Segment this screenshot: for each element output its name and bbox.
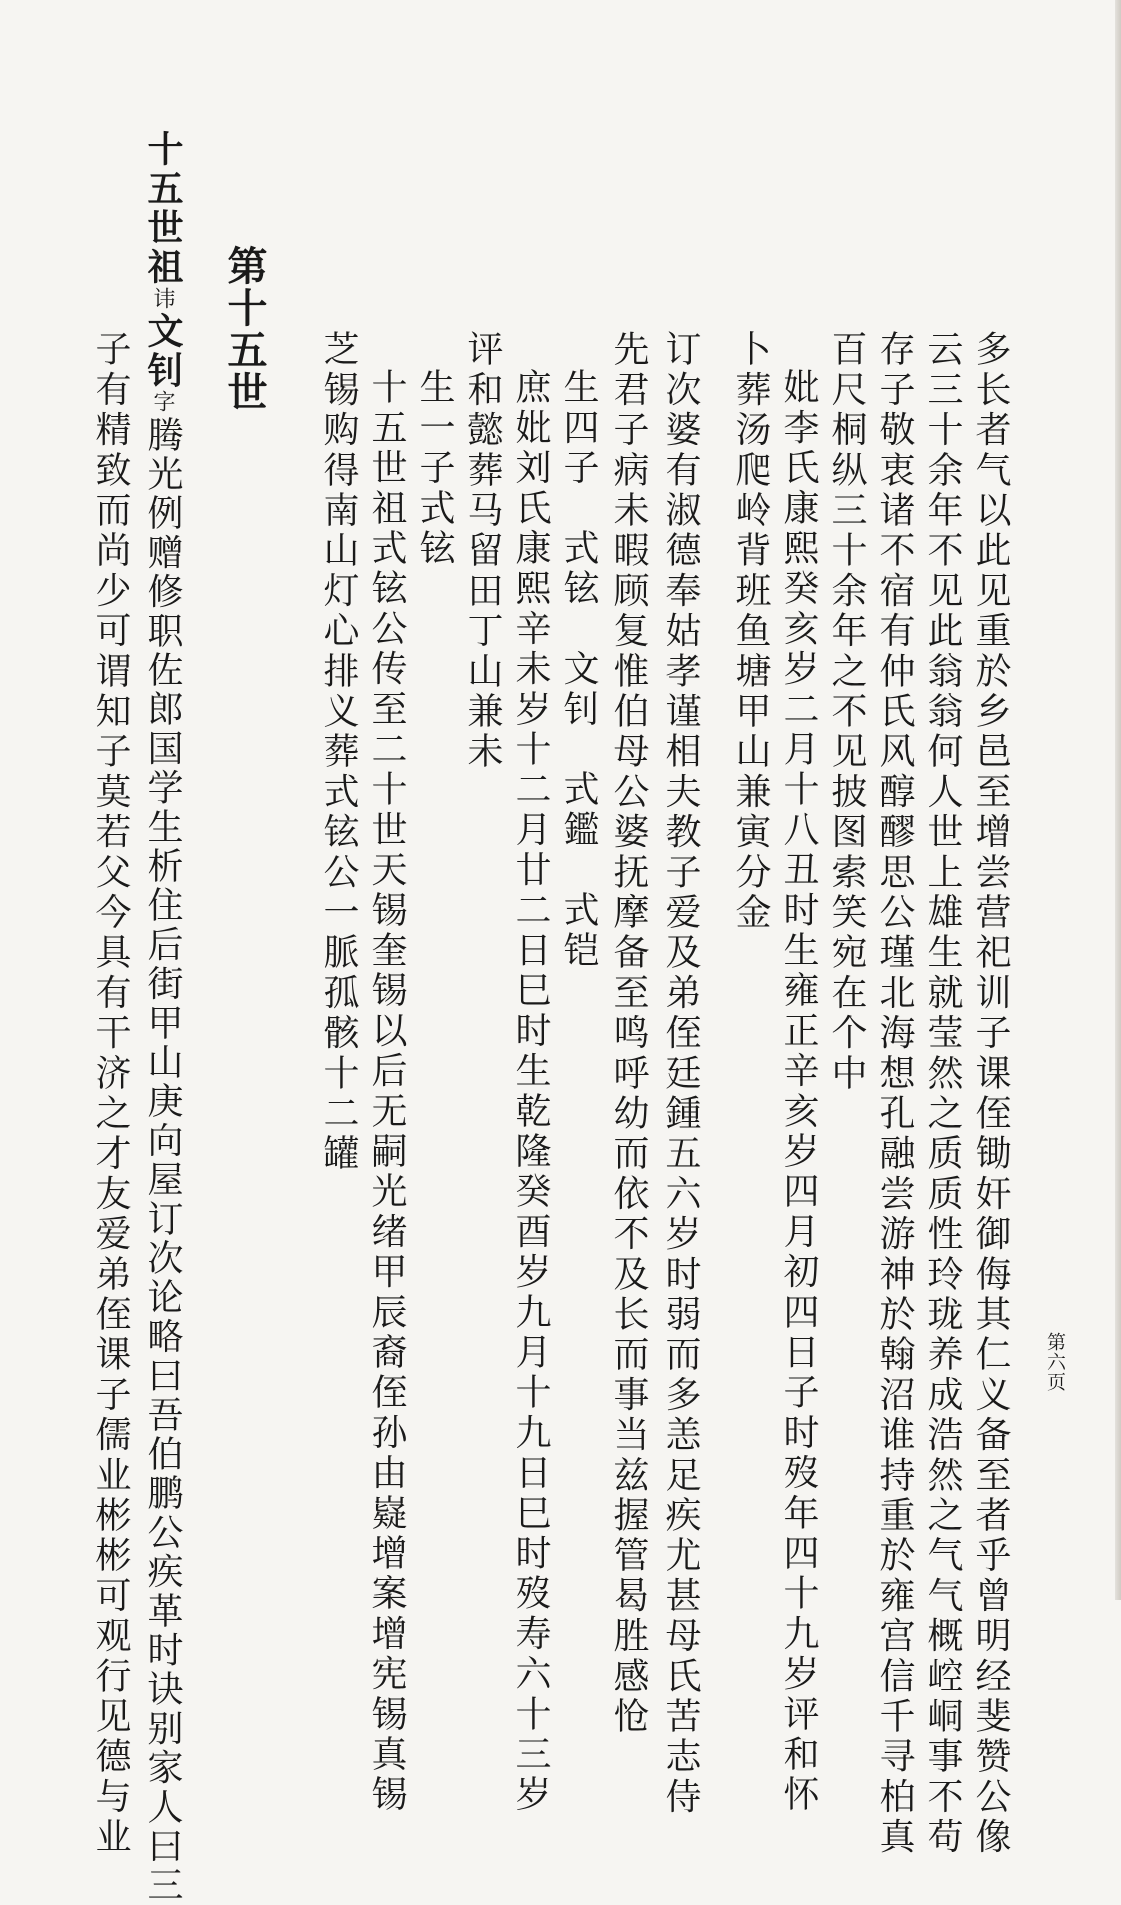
page-edge: [1115, 0, 1121, 1600]
text-column-2: 云三十余年不见此翁翁何人世上雄生就莹然之质质性玲珑养成浩然之气气概崆峒事不苟: [922, 330, 963, 1858]
ancestor-title: 十五世祖: [142, 130, 183, 287]
page-number: 第六页: [1044, 1332, 1066, 1392]
ancestor-biography: 腾光例赠修职佐郎国学生析住后街甲山庚向屋: [142, 415, 183, 1200]
text-column-4: 百尺桐纵三十余年之不见披图索笑宛在个中: [826, 330, 867, 1094]
ancestor-note-style: 字: [150, 390, 175, 416]
text-column-8: 先君子病未暇顾复惟伯母公婆抚摩备至鸣呼幼而依不及长而事当兹握管曷胜感怆: [608, 330, 649, 1737]
ancestor-name: 文钊: [142, 312, 183, 391]
text-column-11: 评和懿葬马留田丁山兼未: [462, 330, 503, 773]
text-column-7: 订次婆有淑德奉姑孝谨相夫教子爱及弟侄廷鍾五六岁时弱而多恙足疾尤甚母氏苦志侍: [660, 330, 701, 1818]
text-column-9: 生四子 式铉 文钊 式鑑 式铠: [558, 368, 599, 971]
ancestor-biography-continued: 订次论略曰吾伯鹏公疾革时诀别家人曰三: [142, 1199, 183, 1905]
text-column-6: 卜葬汤爬岭背班鱼塘甲山兼寅分金: [730, 330, 771, 933]
text-column-1: 多长者气以此见重於乡邑至增尝营祀训子课侄锄奸御侮其仁义备至者乎曾明经斐赞公像: [970, 330, 1011, 1858]
generation-heading: 第十五世: [221, 245, 267, 413]
text-column-12: 生一子式铉: [414, 368, 455, 569]
ancestor-entry: [140, 130, 184, 1905]
text-column-14: 芝锡购得南山灯心排义葬式铉公一脈孤骸十二罐: [318, 330, 359, 1175]
ancestor-note-taboo: 讳: [150, 286, 175, 313]
text-column-13: 十五世祖式铉公传至二十世天锡奎锡以后无嗣光绪甲辰裔侄孙由嶷增案增宪锡真锡: [366, 368, 407, 1816]
text-column-10: 庶妣刘氏康熙辛未岁十二月廿二日巳时生乾隆癸酉岁九月十九日巳时歿寿六十三岁: [510, 368, 551, 1816]
text-column-5: 妣李氏康熙癸亥岁二月十八丑时生雍正辛亥岁四月初四日子时歿年四十九岁评和怀: [778, 368, 819, 1816]
text-column-3: 存子敬衷诸不宿有仲氏风醇醪思公瑾北海想孔融尝游神於翰沼谁持重於雍宫信千寻柏真: [874, 330, 915, 1858]
text-column-last: 子有精致而尚少可谓知子莫若父今具有干济之才友爱弟侄课子儒业彬彬可观行见德与业: [90, 330, 131, 1858]
